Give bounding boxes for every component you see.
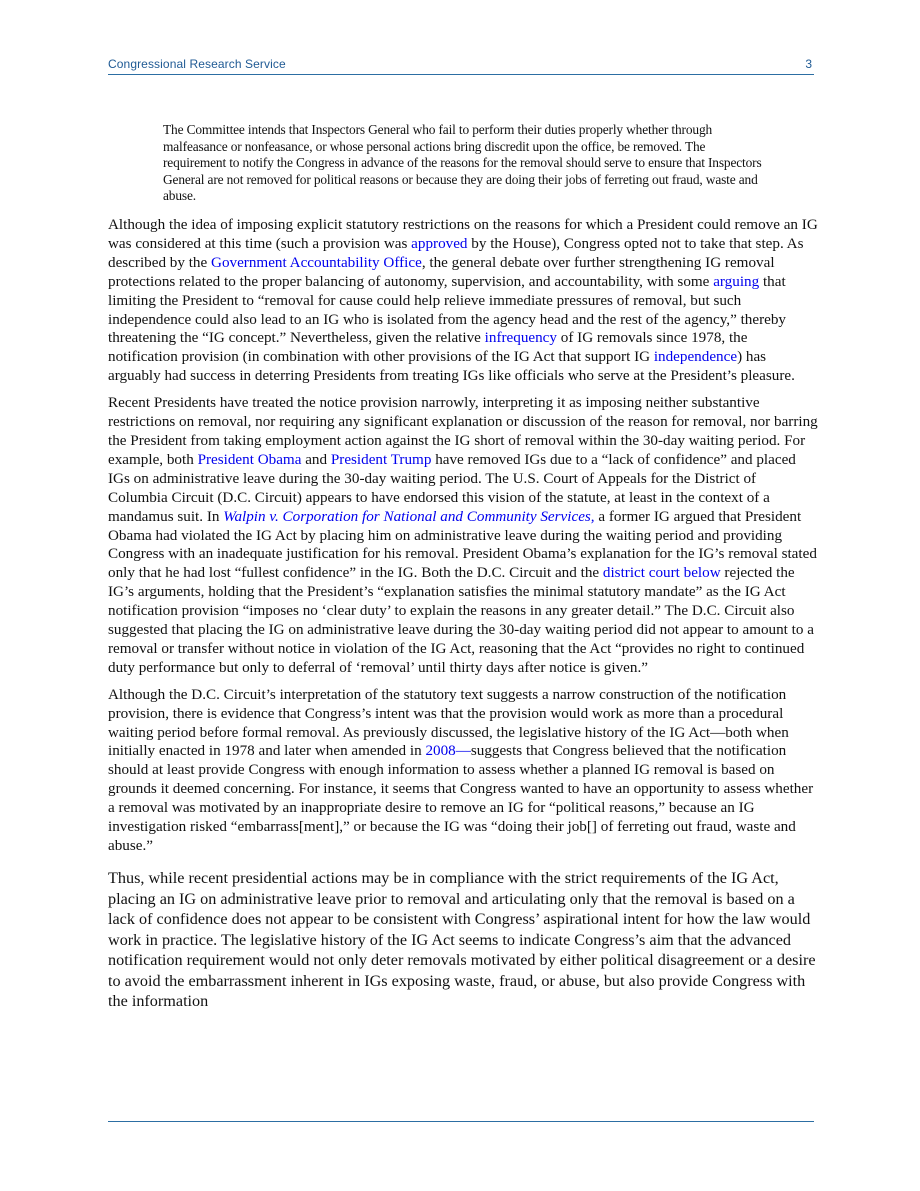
text-run: that limiting the President to “removal for cause could help relieve immediate pressures of removal, but such independence could also lead to an IG who is isolated from the agency head and the rest of the agency,” thereby threatening the “IG concept.” Nevertheless, given the relative [108, 272, 786, 347]
link-walpin-case[interactable] [223, 508, 594, 525]
page-header [108, 56, 814, 72]
text-run: by the House), Congress opted not to take that step. As described by the [108, 234, 804, 271]
paragraph-4: Thus, while recent presidential actions may be in compliance with the strict requirements of the IG Act, placing an IG on administrative leave prior to removal and articulating only that the removal is based on a lack of confidence does not appear to be consistent with Congress’ aspirational intent for how the law would work in practice. The legislative history of the IG Act seems to indicate Congress’s aim that the advanced notification requirement would not only deter removals motivated by either political disagreement or a desire to avoid the embarrassment inherent in IGs exposing waste, fraud, or abuse, but also provide Congress with the information [108, 868, 816, 1011]
text-run: and [301, 450, 331, 468]
paragraph-2 [108, 394, 818, 678]
text-run: a former IG argued that President Obama had violated the IG Act by placing him on administrative leave during the waiting period and providing Congress with an inadequate justification for his removal. President Obama’s explanation for the IG’s removal stated only that he had lost “fullest confidence” in the IG. Both the D.C. Circuit and the [108, 507, 817, 582]
footer-rule [108, 1121, 814, 1122]
link-president-obama[interactable]: President Obama [197, 450, 302, 468]
page-number: 3 [805, 57, 812, 71]
link-independence[interactable]: independence [653, 348, 738, 366]
text-run: have removed IGs due to a “lack of confidence” and placed IGs on administrative leave during the 30-day waiting period. The U.S. Court of Appeals for the District of Columbia Circuit (D.C. Circuit) appears to have endorsed this vision of the statute, at least in the context of a mandamus suit. In [108, 450, 796, 525]
text-run: , the general debate over further strengthening IG removal protections related to the proper balancing of autonomy, supervision, and accountability, with some [108, 253, 775, 290]
link-president-trump[interactable]: President Trump [330, 450, 432, 468]
text-run: ) has arguably had success in deterring Presidents from treating IGs like officials who serve at the President’s pleasure. [108, 348, 795, 385]
text-run: Although the idea of imposing explicit statutory restrictions on the reasons for which a President could remove an IG was considered at this time (such a provision was [108, 216, 818, 252]
link-arguing[interactable]: arguing [713, 272, 760, 290]
link-approved[interactable]: approved [411, 234, 468, 252]
case-name: Walpin v. Corporation for National and Community Services, [223, 507, 595, 525]
link-gao[interactable]: Government Accountability Office [211, 253, 422, 271]
header-org: Congressional Research Service [108, 57, 286, 71]
body-text [108, 216, 818, 1020]
link-2008[interactable]: 2008— [425, 742, 471, 760]
block-quote: The Committee intends that Inspectors General who fail to perform their duties properly whether through malfeasance or nonfeasance, or whose personal actions bring discredit upon the office, be removed. The requirement to notify the Congress in advance of the reasons for the removal should serve to ensure that Inspectors General are not removed for political reasons or because they are doing their jobs of ferreting out fraud, waste and abuse. [163, 122, 762, 204]
text-run: Recent Presidents have treated the notice provision narrowly, interpreting it as imposing neither substantive restrictions on removal, nor requiring any significant explanation or discussion of the reason for removal, nor barring the President from taking employment action against the IG short of removal within the 30-day waiting period. For example, both [108, 394, 818, 468]
header-rule [108, 74, 814, 75]
text-run: suggests that Congress believed that the notification should at least provide Congress with enough information to assess whether a planned IG removal is based on grounds it deemed concerning. For instance, it seems that Congress wanted to have an opportunity to assess whether a removal was motivated by an inappropriate desire to remove an IG for “political reasons,” because an IG investigation risked “embarrass[ment],” or because the IG was “doing their job[] of ferreting out fraud, waste and abuse.” [108, 742, 814, 854]
link-infrequency[interactable]: infrequency [484, 329, 557, 347]
paragraph-3 [108, 686, 818, 856]
text-run: rejected the IG’s arguments, holding that the President’s “explanation satisfies the minimal statutory mandate” as the IG Act notification provision “imposes no ‘clear duty’ to explain the reasons in any greater detail.” The D.C. Circuit also suggested that placing the IG on administrative leave during the 30-day waiting period did not appear to amount to a removal or transfer without notice in violation of the IG Act, reasoning that the Act “provides no right to continued duty performance but only to deferral of ‘removal’ until thirty days after notice is given.” [108, 564, 814, 676]
text-run: Although the D.C. Circuit’s interpretation of the statutory text suggests a narrow construction of the notification provision, there is evidence that Congress’s intent was that the provision would work as more than a procedural waiting period before formal removal. As previously discussed, the legislative history of the IG Act—both when initially enacted in 1978 and later when amended in [108, 685, 789, 760]
text-run: of IG removals since 1978, the notification provision (in combination with other provisions of the IG Act that support IG [108, 329, 748, 366]
link-district-court[interactable]: district court below [602, 564, 721, 582]
paragraph-1 [108, 216, 818, 386]
